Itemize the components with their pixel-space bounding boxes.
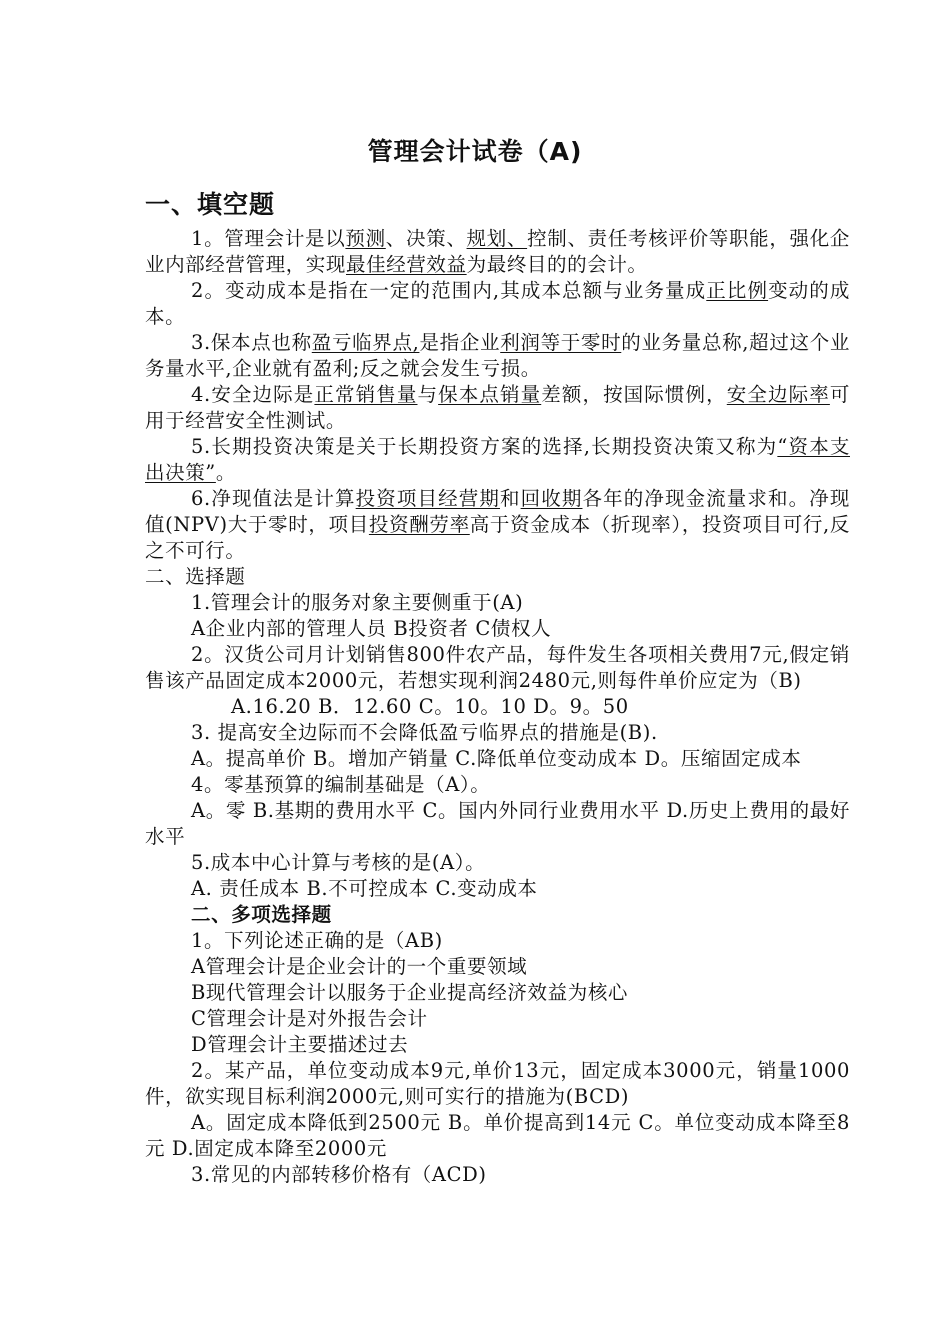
choice-options-5: A. 责任成本 B.不可控成本 C.变动成本: [191, 877, 538, 900]
fill-question-2: 2。变动成本是指在一定的范围内,其成本总额与业务量成正比例变动的成本。: [145, 279, 850, 328]
answer-underline: 保本点销量: [438, 383, 542, 406]
fill-question-4: 4.安全边际是正常销售量与保本点销量差额，按国际惯例，安全边际率可用于经营安全性测试。: [145, 383, 850, 432]
choice-options-4: A。零 B.基期的费用水平 C。国内外同行业费用水平 D.历史上费用的最好水平: [145, 799, 850, 848]
answer-underline: 投资酬劳率: [368, 513, 470, 536]
section-heading-fill-in: 一、填空题: [145, 190, 276, 219]
fill-question-1: 1。管理会计是以预测、决策、规划、控制、责任考核评价等职能，强化企业内部经营管理，实现最佳经营效益为最终目的的会计。: [145, 227, 850, 276]
answer-underline: 利润等于零时: [500, 331, 622, 354]
multi-question-3: 3.常见的内部转移价格有（ACD): [191, 1163, 487, 1186]
multi-options-2: A。固定成本降低到2500元 B。单价提高到14元 C。单位变动成本降至8元 D.固定成本降至2000元: [145, 1111, 850, 1160]
answer-underline: “资本支出决策”: [145, 435, 850, 484]
fill-question-3: 3.保本点也称盈亏临界点,是指企业利润等于零时的业务量总称,超过这个业务量水平,企业就有盈利;反之就会发生亏损。: [145, 331, 850, 380]
answer-underline: 最佳经营效益: [346, 253, 467, 276]
answer-underline: 规划、: [466, 227, 528, 250]
fill-question-5: 5.长期投资决策是关于长期投资方案的选择,长期投资决策又称为“资本支出决策”。: [145, 435, 850, 484]
multi-option-d: D管理会计主要描述过去: [191, 1033, 409, 1056]
multi-question-1: 1。下列论述正确的是（AB): [191, 929, 443, 952]
answer-underline: 安全边际率: [726, 383, 830, 406]
answer-underline: 回收期: [520, 487, 583, 510]
document-body: [145, 226, 850, 1188]
choice-question-4: 4。零基预算的编制基础是（A）。: [191, 773, 491, 796]
answer-underline: 预测: [345, 227, 386, 250]
multi-option-a: A管理会计是企业会计的一个重要领域: [191, 955, 528, 978]
answer-underline: 正比例: [706, 279, 769, 302]
page-title: 管理会计试卷（A): [367, 137, 583, 166]
choice-question-1: 1.管理会计的服务对象主要侧重于(A): [191, 591, 524, 614]
fill-question-6: 6.净现值法是计算投资项目经营期和回收期各年的净现金流量求和。净现值(NPV)大于零时，项目投资酬劳率高于资金成本（折现率），投资项目可行,反之不可行。: [145, 487, 850, 562]
choice-question-2: 2。汉货公司月计划销售800件农产品，每件发生各项相关费用7元,假定销售该产品固定成本2000元，若想实现利润2480元,则每件单价应定为（B): [145, 643, 850, 692]
answer-underline: 投资项目经营期: [355, 487, 500, 510]
choice-options-1: A企业内部的管理人员 B投资者 C债权人: [191, 617, 552, 640]
choice-options-2: A.16.20 B．12.60 C。10。10 D。9。50: [231, 695, 629, 718]
choice-question-3: 3. 提高安全边际而不会降低盈亏临界点的措施是(B).: [191, 721, 658, 744]
answer-underline: 盈亏临界点,: [311, 331, 420, 354]
multi-option-c: C管理会计是对外报告会计: [191, 1007, 428, 1030]
choice-question-5: 5.成本中心计算与考核的是(A）。: [191, 851, 486, 874]
multi-option-b: B现代管理会计以服务于企业提高经济效益为核心: [191, 981, 629, 1004]
section-heading-choice: 二、选择题: [145, 565, 246, 588]
choice-options-3: A。提高单价 B。增加产销量 C.降低单位变动成本 D。压缩固定成本: [191, 747, 802, 770]
answer-underline: 正常销售量: [314, 383, 418, 406]
section-heading-multi-choice: 二、多项选择题: [191, 903, 332, 926]
multi-question-2: 2。某产品，单位变动成本9元,单价13元，固定成本3000元，销量1000件，欲实现目标利润2000元,则可实行的措施为(BCD): [145, 1059, 850, 1108]
